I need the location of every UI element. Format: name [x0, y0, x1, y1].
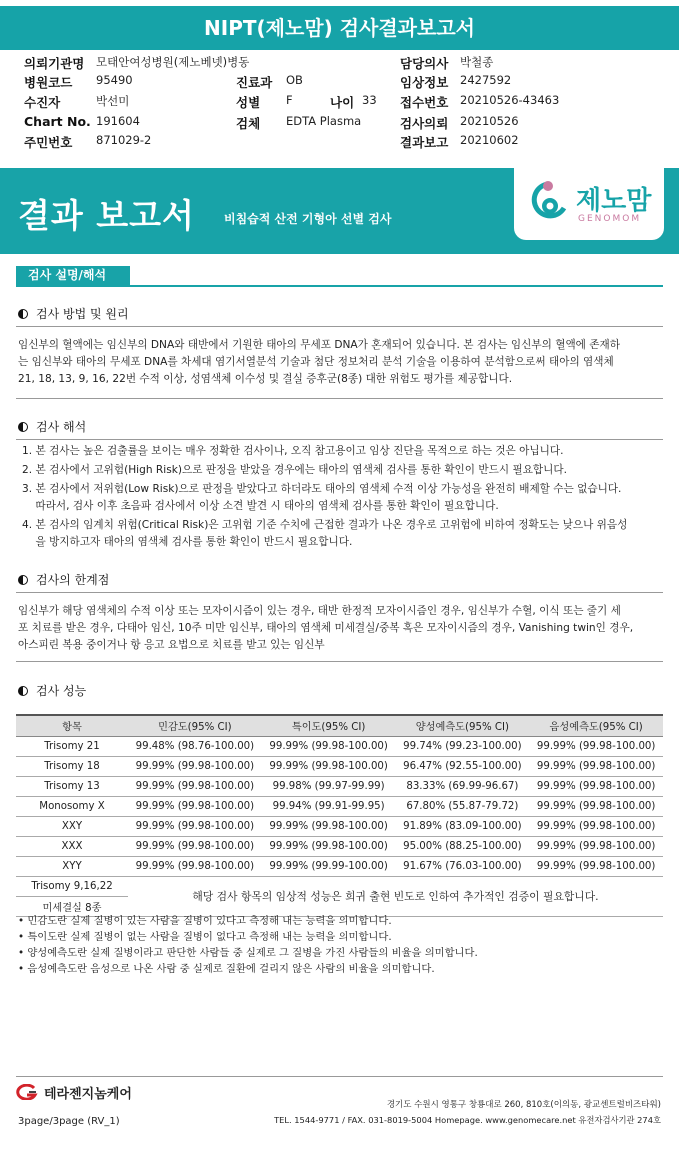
logo-english: GENOMOM: [578, 214, 642, 224]
table-cell: 91.89% (83.09-100.00): [396, 816, 530, 836]
doctor-value: 박철종: [460, 55, 494, 69]
table-cell: 99.99% (99.98-100.00): [128, 856, 262, 876]
table-cell: 99.99% (99.98-100.00): [529, 736, 663, 756]
text-line: 21, 18, 13, 9, 16, 22번 수적 이상, 성염색체 이수성 및 결실 증후군(8종) 대한 위험도 평가를 제공합니다.: [18, 373, 513, 385]
report-title: NIPT(제노맘) 검사결과보고서: [0, 6, 679, 50]
table-cell: 99.98% (99.97-99.99): [262, 776, 396, 796]
table-cell: 99.99% (99.98-100.00): [128, 836, 262, 856]
definition-notes: [18, 913, 664, 977]
table-cell: 99.99% (99.98-100.00): [128, 796, 262, 816]
method-text: [18, 337, 664, 388]
table-cell: 99.48% (98.76-100.00): [128, 736, 262, 756]
table-cell: 99.99% (99.98-100.00): [262, 736, 396, 756]
table-note: 해당 검사 항목의 임상적 성능은 희귀 출현 빈도로 인하여 추가적인 검증이 필요합니다.: [128, 876, 663, 916]
divider: [16, 439, 663, 440]
company-logo: [14, 1082, 214, 1102]
id-value: 871029-2: [96, 133, 152, 147]
performance-table: [16, 714, 663, 917]
footer-divider: [16, 1076, 663, 1077]
company-name: 테라젠지놈케어: [44, 1087, 132, 1102]
text-line: 임신부의 혈액에는 임신부의 DNA와 태반에서 기원한 태아의 무세포 DNA가 혼재되어 있습니다. 본 검사는 임신부의 혈액에 존재하: [18, 339, 620, 351]
table-cell: 99.99% (99.98-100.00): [529, 856, 663, 876]
doctor-label: 담당의사: [400, 56, 449, 71]
column-header: 민감도(95% CI): [128, 715, 262, 736]
table-row: [16, 776, 663, 796]
receipt-value: 20210526-43463: [460, 93, 560, 107]
limits-heading: 검사의 한계점: [18, 571, 109, 588]
performance-heading: 검사 성능: [18, 682, 86, 699]
table-row: [16, 836, 663, 856]
text-line: 포 치료를 받은 경우, 다태아 임신, 10주 미만 임신부, 태아의 염색체 미세결실/중복 혹은 모자이시즘의 경우, Vanishing twin인 경우,: [18, 622, 634, 634]
id-label: 주민번호: [24, 135, 73, 150]
half-circle-icon: [18, 686, 28, 696]
table-cell: 99.99% (99.98-100.00): [262, 756, 396, 776]
table-cell: 99.99% (99.98-100.00): [529, 816, 663, 836]
table-cell: 99.99% (99.98-100.00): [262, 816, 396, 836]
half-circle-icon: [18, 422, 28, 432]
sex-label: 성별: [236, 95, 261, 110]
list-item: 3. 본 검사에서 저위험(Low Risk)으로 판정을 받았다고 하더라도 태아의 염색체 수적 이상 가능성을 완전히 배제할 수는 없습니다.: [22, 483, 622, 495]
list-item: 따라서, 검사 이후 초음파 검사에서 이상 소견 발견 시 태아의 염색체 검사를 통한 확인이 필요합니다.: [22, 500, 499, 512]
section-divider: [16, 285, 663, 287]
clinical-value: 2427592: [460, 73, 512, 87]
note-line: • 특이도란 실제 질병이 없는 사람을 질병이 없다고 측정해 내는 능력을 의미합니다.: [18, 931, 392, 943]
table-cell: 99.99% (99.98-100.00): [128, 776, 262, 796]
column-header: 양성예측도(95% CI): [396, 715, 530, 736]
patient-label: 수진자: [24, 95, 61, 110]
receipt-label: 접수번호: [400, 95, 449, 110]
method-heading: 검사 방법 및 원리: [18, 305, 129, 322]
table-cell: 미세결실 8종: [16, 896, 128, 916]
list-item: 1. 본 검사는 높은 검출률을 보이는 매우 정확한 검사이나, 오직 참고용이고 임상 진단을 목적으로 하는 것은 아닙니다.: [22, 445, 564, 457]
note-line: • 음성예측도란 음성으로 나온 사람 중 실제로 질환에 걸리지 않은 사람의 비율을 의미합니다.: [18, 963, 435, 975]
half-circle-icon: [18, 575, 28, 585]
table-row: [16, 796, 663, 816]
hospital-label: 의뢰기관명: [24, 56, 85, 71]
patient-value: 박선미: [96, 94, 130, 108]
table-cell: 99.99% (99.99-100.00): [262, 856, 396, 876]
table-cell: Monosomy X: [16, 796, 128, 816]
interpretation-heading: 검사 해석: [18, 418, 86, 435]
dept-value: OB: [286, 73, 303, 87]
table-cell: Trisomy 18: [16, 756, 128, 776]
table-cell: 91.67% (76.03-100.00): [396, 856, 530, 876]
table-cell: 96.47% (92.55-100.00): [396, 756, 530, 776]
note-line: • 민감도란 실제 질병이 있는 사람을 질병이 있다고 측정해 내는 능력을 의미합니다.: [18, 915, 392, 927]
table-row: [16, 736, 663, 756]
table-cell: 67.80% (55.87-79.72): [396, 796, 530, 816]
company-logo-icon: [14, 1084, 38, 1100]
requested-label: 검사의뢰: [400, 116, 449, 131]
column-header: 항목: [16, 715, 128, 736]
limits-text: [18, 603, 664, 654]
company-address: 경기도 수원시 영통구 창룡대로 260, 810호(이의동, 광교센트럴비즈타워): [386, 1100, 661, 1110]
genomom-logo: [514, 168, 664, 240]
section-heading: 검사 설명/해석: [16, 266, 130, 285]
table-cell: 99.74% (99.23-100.00): [396, 736, 530, 756]
table-header-row: [16, 715, 663, 736]
page-number: 3page/3page (RV_1): [18, 1116, 120, 1127]
code-value: 95490: [96, 73, 133, 87]
chart-label: Chart No.: [24, 114, 91, 129]
company-contact: TEL. 1544-9771 / FAX. 031-8019-5004 Homepage. www.genomecare.net 유전자검사기관 274호: [274, 1115, 661, 1125]
table-row: [16, 856, 663, 876]
divider: [16, 398, 663, 399]
note-line: • 양성예측도란 실제 질병이라고 판단한 사람들 중 실제로 그 질병을 가진 사람들의 비율을 의미합니다.: [18, 947, 478, 959]
table-cell: 99.99% (99.98-100.00): [529, 836, 663, 856]
table-cell: XXY: [16, 816, 128, 836]
reported-label: 결과보고: [400, 135, 449, 150]
table-row: [16, 876, 663, 896]
list-item: 2. 본 검사에서 고위험(High Risk)으로 판정을 받았을 경우에는 태아의 염색체 검사를 통한 확인이 반드시 필요합니다.: [22, 464, 567, 476]
banner-title: 결과 보고서: [18, 196, 195, 235]
code-label: 병원코드: [24, 75, 73, 90]
divider: [16, 592, 663, 593]
specimen-label: 검체: [236, 116, 261, 131]
text-line: 아스피린 복용 중이거나 항 응고 요법으로 치료를 받고 있는 임신부: [18, 639, 325, 651]
table-row: [16, 816, 663, 836]
table-cell: 99.94% (99.91-99.95): [262, 796, 396, 816]
banner-subtitle: 비침습적 산전 기형아 선별 검사: [224, 212, 392, 226]
table-cell: Trisomy 9,16,22: [16, 876, 128, 896]
column-header: 음성예측도(95% CI): [529, 715, 663, 736]
table-cell: 83.33% (69.99-96.67): [396, 776, 530, 796]
chart-value: 191604: [96, 114, 140, 128]
divider: [16, 326, 663, 327]
genomom-mother-icon: [528, 178, 568, 228]
list-item: 을 방지하고자 태아의 염색체 검사를 통한 확인이 반드시 필요합니다.: [22, 536, 353, 548]
reported-value: 20210602: [460, 133, 519, 147]
table-cell: 99.99% (99.98-100.00): [128, 816, 262, 836]
divider: [16, 661, 663, 662]
text-line: 는 임신부와 태아의 무세포 DNA를 차세대 염기서열분석 기술과 첨단 정보처리 분석 기술을 이용하여 분석함으로써 태아의 염색체: [18, 356, 614, 368]
hospital-value: 모태안여성병원(제노베넷)병동: [96, 55, 250, 69]
table-cell: 99.99% (99.98-100.00): [529, 776, 663, 796]
table-cell: 99.99% (99.98-100.00): [128, 756, 262, 776]
column-header: 특이도(95% CI): [262, 715, 396, 736]
table-cell: XXX: [16, 836, 128, 856]
age-label: 나이: [330, 95, 355, 110]
requested-value: 20210526: [460, 114, 519, 128]
table-cell: 99.99% (99.98-100.00): [529, 756, 663, 776]
logo-korean: 제노맘: [576, 186, 652, 216]
age-value: 33: [362, 93, 377, 107]
table-cell: XYY: [16, 856, 128, 876]
sex-value: F: [286, 93, 293, 107]
table-cell: 95.00% (88.25-100.00): [396, 836, 530, 856]
clinical-label: 임상정보: [400, 75, 449, 90]
half-circle-icon: [18, 309, 28, 319]
table-cell: 99.99% (99.98-100.00): [262, 836, 396, 856]
specimen-value: EDTA Plasma: [286, 114, 362, 128]
table-cell: 99.99% (99.98-100.00): [529, 796, 663, 816]
table-row: [16, 756, 663, 776]
text-line: 임신부가 해당 염색체의 수적 이상 또는 모자이시즘이 있는 경우, 태반 한정적 모자이시즘인 경우, 임신부가 수혈, 이식 또는 줄기 세: [18, 605, 621, 617]
table-cell: Trisomy 21: [16, 736, 128, 756]
dept-label: 진료과: [236, 75, 273, 90]
list-item: 4. 본 검사의 임계치 위험(Critical Risk)은 고위험 기준 수치에 근접한 결과가 나온 경우로 고위험에 비하여 정확도는 낮으나 위음성: [22, 519, 628, 531]
table-cell: Trisomy 13: [16, 776, 128, 796]
